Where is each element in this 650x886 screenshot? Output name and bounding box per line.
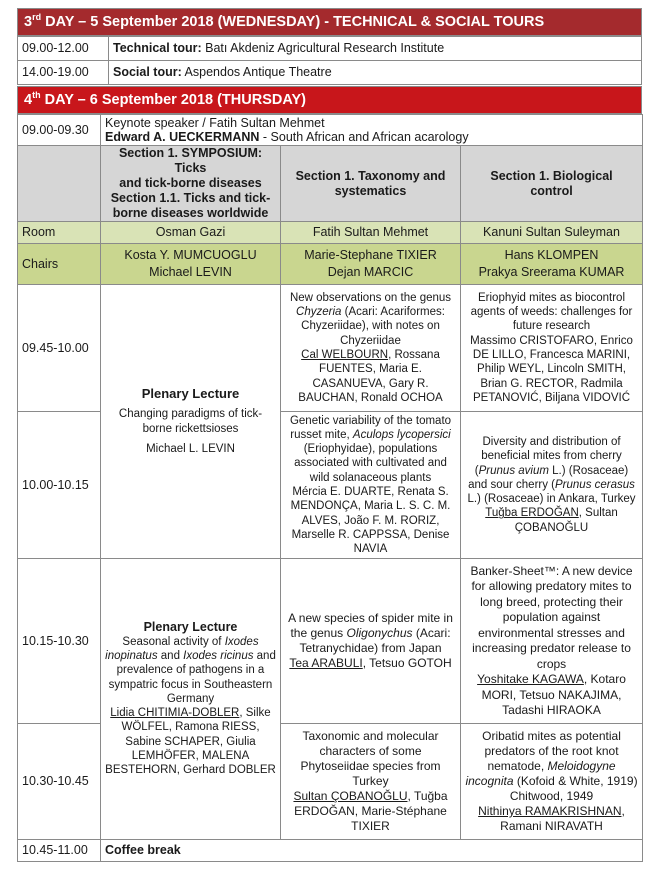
section-header — [101, 146, 281, 222]
event-cell — [109, 37, 642, 61]
talk-cell — [461, 412, 643, 559]
table-row — [18, 840, 643, 862]
chair-name: Kosta Y. MUMCUOGLU — [124, 248, 257, 262]
day3-title: DAY – 5 September 2018 (WEDNESDAY) - TECHNICAL & SOCIAL TOURS — [41, 13, 545, 30]
talk-authors — [285, 789, 456, 834]
taxon-name: Oligonychus — [346, 626, 413, 640]
plenary-authors — [105, 706, 276, 777]
chairs-cell — [281, 244, 461, 285]
talk-title: (Acari: Tetranychidae) from Japan — [299, 626, 451, 655]
event-label: Technical tour: — [113, 41, 202, 56]
section-title: borne diseases worldwide — [112, 206, 269, 220]
coauthors: , Kotaro MORI, Tetsuo NAKAJIMA, Tadashi HIRAOKA — [481, 672, 626, 717]
plenary-speaker: Michael L. LEVIN — [146, 442, 235, 455]
time-cell: 09.00-12.00 — [18, 37, 109, 61]
keynote-speaker: Edward A. UECKERMANN — [105, 130, 260, 144]
time-cell: 10.15-10.30 — [18, 559, 101, 724]
plenary-title — [105, 635, 276, 706]
talk-cell — [281, 285, 461, 412]
talk-title: Banker-Sheet™: A new device for allowing predatory mites to long breed, protecting their population against environmental stresses and increasing predator release to crops — [470, 563, 633, 671]
coauthors: Mércia E. DUARTE, Renata S. MENDONÇA, Maria L. S. C. M. ALVES, João F. M. RORIZ, Marselle R. CAPPSSA, Denise NAVIA — [290, 486, 451, 556]
keynote-row — [18, 115, 643, 146]
chairs-label: Chairs — [18, 244, 101, 285]
plenary-cell — [101, 285, 281, 559]
keynote-line: Keynote speaker / Fatih Sultan Mehmet — [105, 116, 325, 130]
talk-title: (Acari: Acariformes: Chyzeriidae), with notes on Chyzeriidae — [301, 306, 445, 347]
table-row — [18, 285, 643, 412]
coauthors: , Ramani NIRAVATH — [500, 804, 625, 833]
plenary-cell — [101, 559, 281, 840]
day3-ordinal-suffix: rd — [32, 12, 42, 22]
plenary-title-part: and prevalence of pathogens in a sympatric focus in Southeastern Germany — [108, 649, 276, 705]
section-title: Section 1. SYMPOSIUM: Ticks — [118, 146, 263, 175]
plenary-label: Plenary Lecture — [141, 385, 240, 401]
time-cell: 10.45-11.00 — [18, 840, 101, 862]
section-title: control — [530, 183, 573, 198]
talk-title: Genetic variability of the tomato russet mite, — [289, 414, 452, 441]
chair-name: Marie-Stephane TIXIER — [304, 248, 437, 262]
talk-title: L.) (Rosaceae) in Ankara, Turkey — [467, 493, 636, 506]
day3-ordinal: 3 — [24, 13, 33, 30]
presenter: Yoshitake KAGAWA — [477, 672, 584, 686]
coffee-break: Coffee break — [101, 840, 643, 862]
keynote-topic: - South African and African acarology — [259, 130, 469, 144]
taxon-name: Meloidogyne incognita — [465, 759, 616, 788]
presenter: Tuğba ERDOĞAN — [485, 507, 579, 520]
chairs-cell — [461, 244, 643, 285]
room-cell: Kanuni Sultan Suleyman — [461, 222, 643, 244]
talk-title: A new species of spider mite in the genus — [288, 611, 453, 640]
talk-cell — [461, 559, 643, 724]
plenary-label: Plenary Lecture — [143, 620, 238, 635]
day4-banner — [17, 86, 642, 114]
chairs-row — [18, 244, 643, 285]
talk-cell — [281, 724, 461, 840]
day4-ordinal-suffix: th — [32, 90, 41, 100]
talk-cell — [281, 559, 461, 724]
chair-name: Hans KLOMPEN — [504, 248, 599, 262]
day4-table — [17, 114, 643, 862]
time-cell: 09.00-09.30 — [18, 115, 101, 146]
chairs-cell — [101, 244, 281, 285]
taxon-name: Prunus cerasus — [555, 478, 635, 491]
taxon-name: Prunus avium — [478, 464, 549, 477]
time-cell: 10.30-10.45 — [18, 724, 101, 840]
section-title: Section 1. Taxonomy and — [295, 168, 446, 183]
talk-title: Taxonomic and molecular characters of some Phytoseiidae species from Turkey — [300, 729, 441, 788]
plenary-title-part: and — [157, 649, 184, 662]
room-cell: Fatih Sultan Mehmet — [281, 222, 461, 244]
time-cell: 09.45-10.00 — [18, 285, 101, 412]
keynote-cell — [101, 115, 643, 146]
room-row — [18, 222, 643, 244]
coauthors: , Sultan ÇOBANOĞLU — [514, 507, 618, 534]
talk-cell — [281, 412, 461, 559]
time-cell: 10.00-10.15 — [18, 412, 101, 559]
taxon-name: Aculops lycopersici — [352, 428, 451, 441]
talk-cell — [461, 285, 643, 412]
talk-title: (Kofoid & White, 1919) Chitwood, 1949 — [509, 774, 638, 803]
table-row — [18, 61, 642, 85]
talk-title: L.) (Rosaceae) and sour cherry ( — [468, 464, 629, 491]
day3-table — [17, 36, 642, 85]
table-row — [18, 37, 642, 61]
presenter: Cal WELBOURN — [301, 349, 389, 361]
section-header — [281, 146, 461, 222]
coauthors: , Tuğba ERDOĞAN, Marie-Stéphane TIXIER — [294, 789, 448, 833]
coauthors: , Rossana FUENTES, Maria E. CASANUEVA, Gary R. BAUCHAN, Ronald OCHOA — [298, 349, 443, 404]
chair-name: Prakya Sreerama KUMAR — [478, 265, 625, 279]
section-title: systematics — [334, 183, 407, 198]
presenter: Tea ARABULI — [289, 656, 363, 670]
presenter: Lidia CHITIMIA-DOBLER — [110, 707, 240, 720]
event-label: Social tour: — [113, 65, 182, 80]
event-cell — [109, 61, 642, 85]
talk-cell — [461, 724, 643, 840]
day4-title: DAY – 6 September 2018 (THURSDAY) — [40, 91, 306, 108]
taxon-name: Ixodes inopinatus — [105, 635, 259, 662]
header-spacer — [18, 146, 101, 222]
day3-banner — [17, 8, 642, 36]
taxon-name: Ixodes ricinus — [183, 649, 254, 662]
talk-title: New observations on the genus — [289, 291, 452, 304]
event-text: Aspendos Antique Theatre — [181, 65, 332, 80]
talk-title: Oribatid mites as potential predators of the root knot nematode, — [482, 729, 621, 773]
coauthors: , Silke WÖLFEL, Ramona RIESS, Sabine SCHAPER, Giulia LEMHÖFER, MALENA BESTEHORN, Gerhard DOBLER — [105, 707, 276, 777]
section-header — [461, 146, 643, 222]
room-label: Room — [18, 222, 101, 244]
chair-name: Michael LEVIN — [149, 265, 232, 279]
coauthors: Massimo CRISTOFARO, Enrico DE LILLO, Francesca MARINI, Philip WEYL, Lincoln SMITH, Brian G. RECTOR, Radmila PETANOVIĆ, Biljana VIDOVIĆ — [470, 334, 633, 404]
section-title: Section 1. Biological — [490, 168, 613, 183]
day4-ordinal: 4 — [24, 91, 33, 108]
plenary-title: Changing paradigms of tick-borne rickettsioses — [118, 408, 263, 435]
event-text: Batı Akdeniz Agricultural Research Institute — [201, 41, 445, 56]
presenter: Nithinya RAMAKRISHNAN — [478, 804, 622, 818]
chair-name: Dejan MARCIC — [327, 265, 414, 279]
time-cell: 14.00-19.00 — [18, 61, 109, 85]
section-title: Section 1.1. Ticks and tick- — [110, 191, 271, 205]
talk-title: (Eriophyidae), populations associated with cultivated and wild solanaceous plants — [294, 443, 447, 484]
talk-title: Eriophyid mites as biocontrol agents of weeds: challenges for future research — [470, 291, 633, 333]
talk-authors — [465, 672, 638, 719]
presenter: Sultan ÇOBANOĞLU — [293, 789, 408, 803]
table-row — [18, 559, 643, 724]
keynote-speaker-line — [105, 130, 638, 144]
plenary-title-part: Seasonal activity of — [122, 635, 225, 648]
taxon-name: Chyzeria — [296, 306, 342, 319]
room-cell: Osman Gazi — [101, 222, 281, 244]
talk-title: Diversity and distribution of beneficial mites from cherry ( — [474, 435, 622, 477]
section-header-row — [18, 146, 643, 222]
coauthors: , Tetsuo GOTOH — [362, 656, 452, 670]
section-title: and tick-borne diseases — [119, 176, 262, 190]
